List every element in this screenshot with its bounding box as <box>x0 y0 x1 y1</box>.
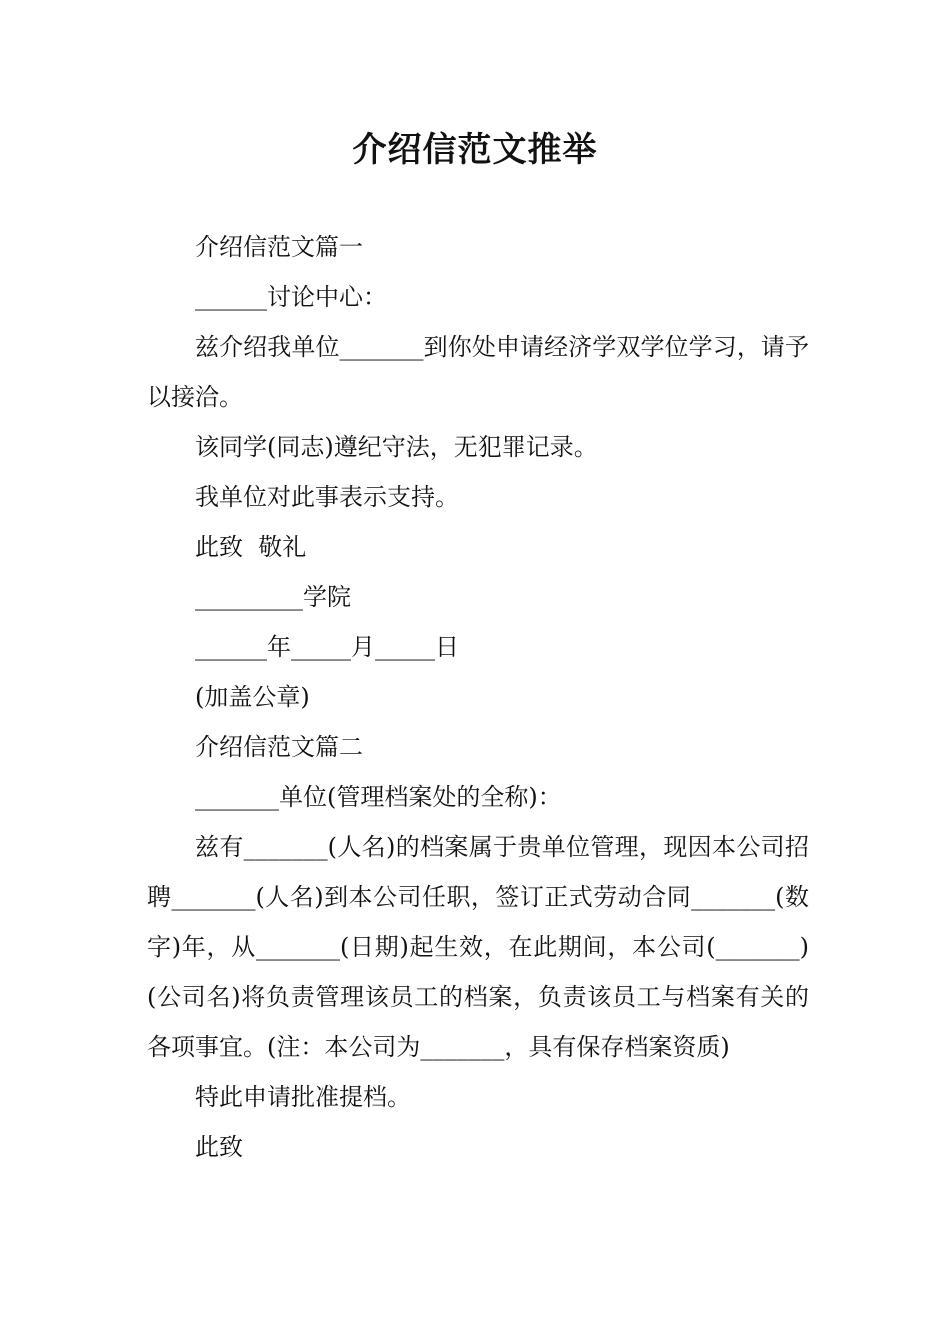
archive-paragraph: 兹有_______(人名)的档案属于贵单位管理，现因本公司招聘_______(人名)到本公司任职，签订正式劳动合同_______(数字)年，从_______(日期)起生效，在此期间，本公司(_______)(公司名)将负责管理该员工的档案，负责该员工与档案有关的各项事宜。(注：本公司为_______，具有保存档案资质) <box>147 833 809 1061</box>
section-heading-2: 介绍信范文篇二 <box>195 733 363 761</box>
salutation-line: 此致 敬礼 <box>195 533 307 561</box>
closing-line: 此致 <box>195 1133 243 1161</box>
support-paragraph: 我单位对此事表示支持。 <box>195 483 459 511</box>
intro-paragraph: 兹介绍我单位_______到你处申请经济学双学位学习，请予以接洽。 <box>147 333 809 411</box>
seal-note: (加盖公章) <box>195 683 310 711</box>
document-body <box>147 222 809 1172</box>
request-paragraph: 特此申请批准提档。 <box>195 1083 411 1111</box>
section-heading-1: 介绍信范文篇一 <box>195 233 363 261</box>
document-title: 介绍信范文推举 <box>352 130 598 170</box>
addressee-line: ______讨论中心： <box>195 283 387 311</box>
addressee-line-2: _______单位(管理档案处的全称)： <box>195 783 562 811</box>
date-line: ______年_____月_____日 <box>195 633 459 661</box>
conduct-paragraph: 该同学(同志)遵纪守法，无犯罪记录。 <box>195 433 598 461</box>
signature-college-line: _________学院 <box>195 583 351 611</box>
